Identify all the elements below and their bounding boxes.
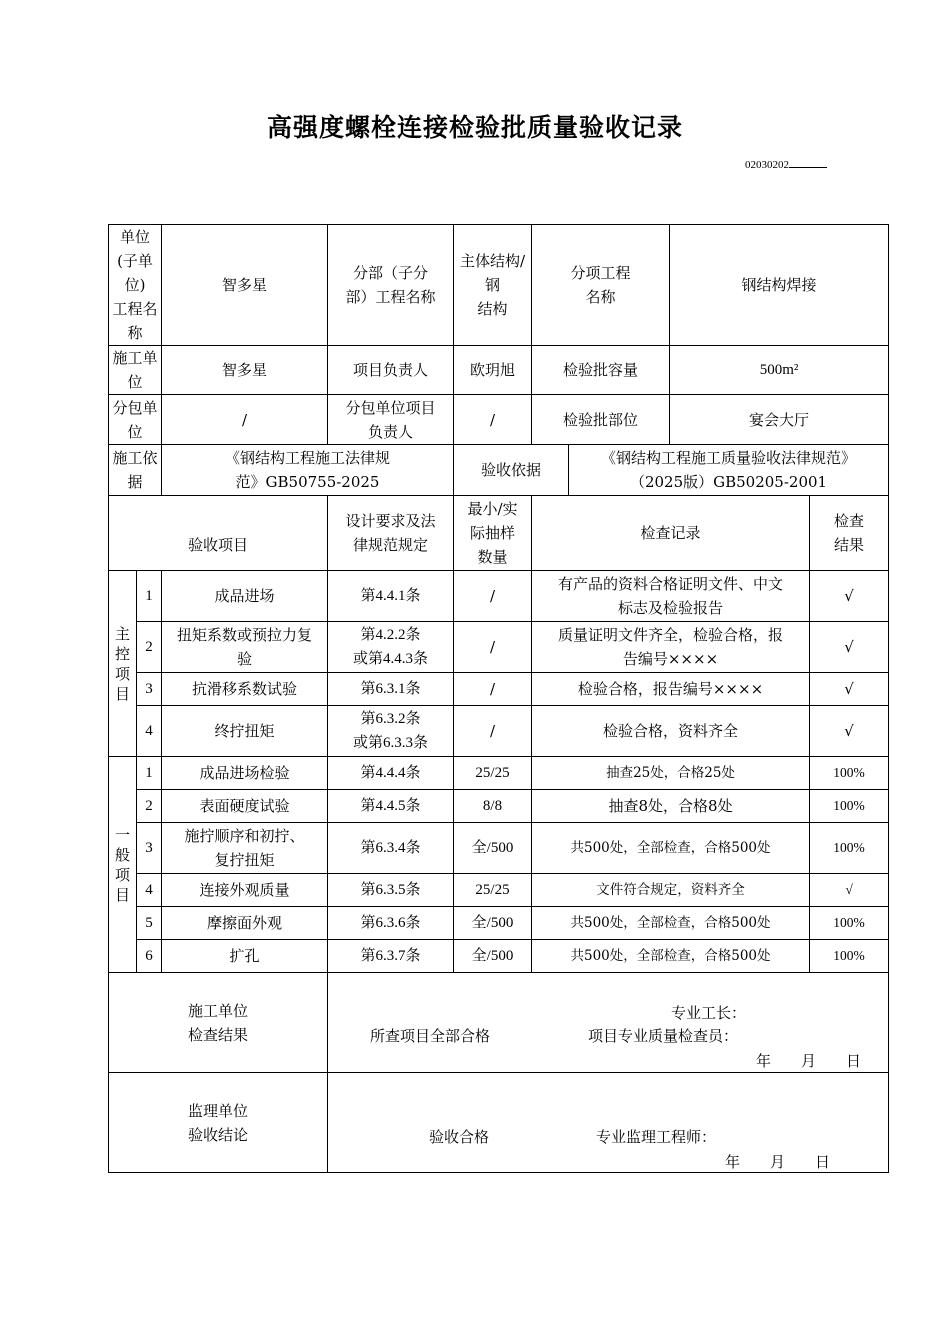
main-row-record: 检验合格，资料齐全 [532, 706, 810, 757]
item-value: 钢结构焊接 [670, 225, 889, 346]
sub-value: 主体结构/钢 结构 [454, 225, 532, 346]
general-row-result: 100% [810, 757, 889, 790]
general-row-record: 共500处，全部检查，合格500处 [532, 823, 810, 874]
main-row-spec: 第6.3.2条 或第6.3.3条 [328, 706, 454, 757]
general-row-spec: 第6.3.6条 [328, 907, 454, 940]
row-constructor [109, 346, 889, 395]
main-group-label: 主 控 项 目 [109, 571, 137, 757]
main-row-no: 1 [137, 571, 162, 622]
general-row-sample: 25/25 [454, 757, 532, 790]
main-row-record: 有产品的资料合格证明文件、中文 标志及检验报告 [532, 571, 810, 622]
general-row-record: 抽查8处，合格8处 [532, 790, 810, 823]
main-row-result: √ [810, 571, 889, 622]
general-row [109, 907, 889, 940]
general-row-result: 100% [810, 940, 889, 973]
subcontractor-label: 分包单位 [109, 395, 162, 445]
main-row-name: 抗滑移系数试验 [162, 673, 328, 706]
constructor-check-content [328, 973, 889, 1073]
capacity-label: 检验批容量 [532, 346, 670, 395]
col-result-header: 检查 结果 [810, 496, 889, 571]
main-row-name: 成品进场 [162, 571, 328, 622]
general-row-sample: 全/500 [454, 940, 532, 973]
general-row [109, 874, 889, 907]
supervisor-date: 年 月 日 [725, 1153, 831, 1171]
inspector-label: 项目专业质量检查员： [588, 1027, 739, 1045]
general-row-no: 5 [137, 907, 162, 940]
general-row-no: 3 [137, 823, 162, 874]
main-row-spec: 第6.3.1条 [328, 673, 454, 706]
basis-label: 施工依据 [109, 445, 162, 496]
main-row-sample: / [454, 622, 532, 673]
location-value: 宴会大厅 [670, 395, 889, 445]
basis-value: 《钢结构工程施工法律规 范》GB50755-2025 [162, 445, 454, 496]
row-constructor-check [109, 973, 889, 1073]
row-basis [109, 445, 889, 496]
general-row-result: 100% [810, 823, 889, 874]
general-row-no: 2 [137, 790, 162, 823]
general-row-name: 摩擦面外观 [162, 907, 328, 940]
main-row [109, 706, 889, 757]
foreman-label: 专业工长： [671, 1004, 747, 1022]
general-row [109, 823, 889, 874]
general-row-no: 1 [137, 757, 162, 790]
general-row-name: 施拧顺序和初拧、 复拧扭矩 [162, 823, 328, 874]
main-row-spec: 第4.2.2条 或第4.4.3条 [328, 622, 454, 673]
general-row-record: 共500处，全部检查，合格500处 [532, 940, 810, 973]
form-code-number: 02030202 [745, 159, 789, 171]
general-row-spec: 第6.3.5条 [328, 874, 454, 907]
general-row-result: √ [810, 874, 889, 907]
acceptance-table [108, 224, 889, 1173]
pm-label: 项目负责人 [328, 346, 454, 395]
main-row-sample: / [454, 673, 532, 706]
supervisor-conclusion: 验收合格 [429, 1128, 490, 1146]
subcontractor-value: / [162, 395, 328, 445]
general-row-name: 成品进场检验 [162, 757, 328, 790]
general-row-name: 连接外观质量 [162, 874, 328, 907]
sub-pm-label: 分包单位项目 负责人 [328, 395, 454, 445]
main-row-no: 4 [137, 706, 162, 757]
general-row-result: 100% [810, 790, 889, 823]
constructor-date: 年 月 日 [756, 1052, 862, 1070]
constructor-value: 智多星 [162, 346, 328, 395]
general-row [109, 790, 889, 823]
pm-value: 欧玥旭 [454, 346, 532, 395]
col-sample-header: 最小/实 际抽样 数量 [454, 496, 532, 571]
sub-pm-value: / [454, 395, 532, 445]
general-row [109, 940, 889, 973]
general-row-name: 扩孔 [162, 940, 328, 973]
general-row-spec: 第4.4.4条 [328, 757, 454, 790]
main-row-no: 2 [137, 622, 162, 673]
main-row-result: √ [810, 622, 889, 673]
engineer-label: 专业监理工程师： [596, 1128, 717, 1146]
main-row-record: 检验合格，报告编号×××× [532, 673, 810, 706]
row-column-headers [109, 496, 889, 571]
general-row-sample: 全/500 [454, 823, 532, 874]
location-label: 检验批部位 [532, 395, 670, 445]
constructor-label: 施工单位 [109, 346, 162, 395]
main-row-sample: / [454, 706, 532, 757]
general-row-record: 共500处，全部检查，合格500处 [532, 907, 810, 940]
general-row-result: 100% [810, 907, 889, 940]
main-row [109, 673, 889, 706]
unit-label: 单位(子单位) 工程名称 [109, 225, 162, 346]
supervisor-check-label: 监理单位 验收结论 [109, 1073, 328, 1173]
row-unit [109, 225, 889, 346]
page-title: 高强度螺栓连接检验批质量验收记录 [266, 113, 683, 142]
accept-basis-value: 《钢结构工程施工质量验收法律规范》 （2025版）GB50205-2001 [569, 445, 889, 496]
supervisor-check-content [328, 1073, 889, 1173]
constructor-check-label: 施工单位 检查结果 [109, 973, 328, 1073]
row-subcontractor [109, 395, 889, 445]
sub-label: 分部（子分 部）工程名称 [328, 225, 454, 346]
main-row-name: 扭矩系数或预拉力复 验 [162, 622, 328, 673]
general-row-spec: 第4.4.5条 [328, 790, 454, 823]
constructor-conclusion: 所查项目全部合格 [370, 1027, 491, 1045]
general-row-record: 抽查25处，合格25处 [532, 757, 810, 790]
accept-basis-label: 验收依据 [454, 445, 569, 496]
main-row [109, 571, 889, 622]
general-row-spec: 第6.3.7条 [328, 940, 454, 973]
general-row-sample: 25/25 [454, 874, 532, 907]
main-row-name: 终拧扭矩 [162, 706, 328, 757]
capacity-value: 500m² [670, 346, 889, 395]
col-record-header: 检查记录 [532, 496, 810, 571]
main-row-record: 质量证明文件齐全，检验合格，报 告编号×××× [532, 622, 810, 673]
form-code-blank [789, 157, 827, 168]
main-row-spec: 第4.4.1条 [328, 571, 454, 622]
main-row-no: 3 [137, 673, 162, 706]
general-row [109, 757, 889, 790]
main-row-result: √ [810, 673, 889, 706]
item-label: 分项工程 名称 [532, 225, 670, 346]
unit-value: 智多星 [162, 225, 328, 346]
main-row [109, 622, 889, 673]
col-item-header: 验收项目 [109, 496, 328, 571]
general-row-sample: 全/500 [454, 907, 532, 940]
col-design-header: 设计要求及法 律规范规定 [328, 496, 454, 571]
general-row-sample: 8/8 [454, 790, 532, 823]
row-supervisor-check [109, 1073, 889, 1173]
general-group-label: 一 般 项 目 [109, 757, 137, 973]
general-row-record: 文件符合规定，资料齐全 [532, 874, 810, 907]
form-code [745, 157, 827, 171]
general-row-spec: 第6.3.4条 [328, 823, 454, 874]
general-row-no: 6 [137, 940, 162, 973]
main-row-result: √ [810, 706, 889, 757]
general-row-no: 4 [137, 874, 162, 907]
main-row-sample: / [454, 571, 532, 622]
general-row-name: 表面硬度试验 [162, 790, 328, 823]
